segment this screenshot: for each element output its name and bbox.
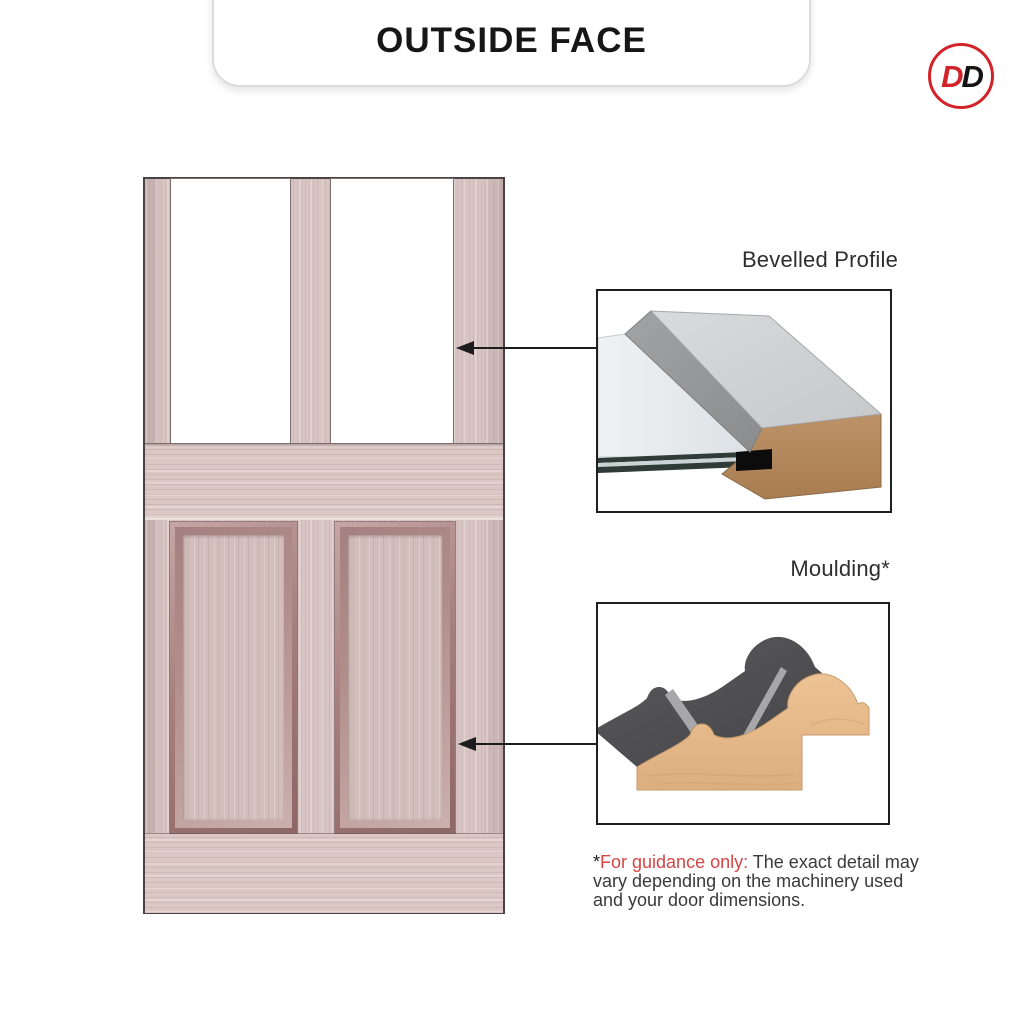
- logo-letter-1: D: [941, 58, 961, 94]
- door-lock-rail: [145, 443, 503, 520]
- gasket-notch: [736, 449, 772, 471]
- footnote-asterisk: *: [593, 852, 601, 872]
- moulding-arrow-icon: [458, 737, 476, 751]
- footnote-text: The exact detail may vary depending on the machinery used and your door dimensions.: [593, 852, 919, 910]
- moulding-callout-line: [476, 743, 596, 745]
- bevelled-callout-line: [474, 347, 596, 349]
- door-bottom-rail: [145, 833, 503, 913]
- moulding-label: Moulding*: [790, 556, 890, 581]
- door-panel-right: [335, 522, 455, 833]
- bevelled-profile-label: Bevelled Profile: [741, 247, 898, 272]
- door-panel-right-field: [348, 535, 442, 820]
- footnote: [593, 853, 925, 910]
- logo-letter-2: D: [961, 58, 981, 94]
- moulding-box: [596, 602, 890, 825]
- moulding-profile-diagram: [598, 604, 888, 823]
- door-panel-left-field: [183, 535, 284, 820]
- door-illustration: [143, 177, 505, 914]
- bevelled-arrow-icon: [456, 341, 474, 355]
- bevelled-profile-box: [596, 289, 892, 513]
- bevelled-profile-diagram: [598, 291, 890, 511]
- dd-logo: [928, 43, 994, 109]
- title-plaque: [212, 0, 811, 87]
- door-glass-pane-right: [331, 179, 453, 443]
- door-glass-pane-left: [171, 179, 290, 443]
- door-panel-left: [170, 522, 297, 833]
- page-title: OUTSIDE FACE: [376, 21, 647, 60]
- footnote-highlight: For guidance only:: [600, 852, 749, 872]
